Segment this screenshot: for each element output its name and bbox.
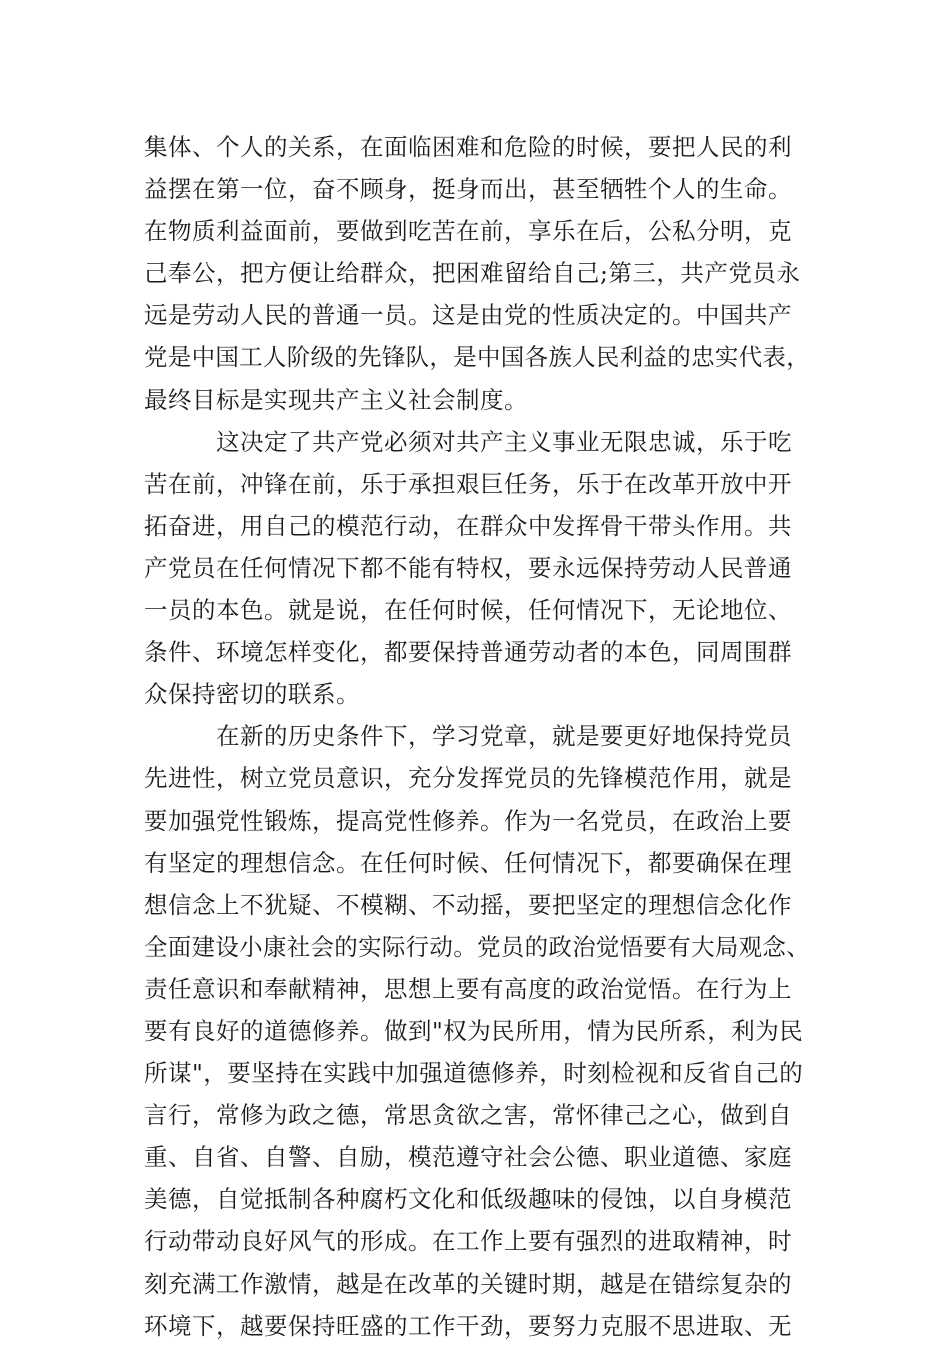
- text-line: 有坚定的理想信念。在任何时候、任何情况下，都要确保在理: [144, 848, 792, 877]
- paragraph-first-line: 这决定了共产党必须对共产主义事业无限忠诚，乐于吃: [216, 427, 792, 456]
- text-line: 众保持密切的联系。: [144, 680, 360, 709]
- text-line: 先进性，树立党员意识，充分发挥党员的先锋模范作用，就是: [144, 764, 792, 793]
- text-line: 拓奋进，用自己的模范行动，在群众中发挥骨干带头作用。共: [144, 511, 792, 540]
- paragraph-first-line: 在新的历史条件下，学习党章，就是要更好地保持党员: [216, 722, 792, 751]
- body-text: [144, 126, 810, 1347]
- text-line: 要加强党性锻炼，提高党性修养。作为一名党员，在政治上要: [144, 806, 792, 835]
- text-line: 刻充满工作激情，越是在改革的关键时期，越是在错综复杂的: [144, 1269, 792, 1298]
- text-line: 行动带动良好风气的形成。在工作上要有强烈的进取精神，时: [144, 1227, 792, 1256]
- text-line: 最终目标是实现共产主义社会制度。: [144, 385, 528, 414]
- text-line: 言行，常修为政之德，常思贪欲之害，常怀律己之心，做到自: [144, 1101, 792, 1130]
- text-line: 想信念上不犹疑、不模糊、不动摇，要把坚定的理想信念化作: [144, 890, 792, 919]
- text-line: 党是中国工人阶级的先锋队，是中国各族人民利益的忠实代表，: [144, 343, 810, 372]
- text-line: 产党员在任何情况下都不能有特权，要永远保持劳动人民普通: [144, 553, 792, 582]
- text-line: 环境下，越要保持旺盛的工作干劲，要努力克服不思进取、无: [144, 1311, 792, 1340]
- text-line: 重、自省、自警、自励，模范遵守社会公德、职业道德、家庭: [144, 1143, 792, 1172]
- text-line: 己奉公，把方便让给群众，把困难留给自己;第三，共产党员永: [144, 259, 801, 288]
- text-line: 全面建设小康社会的实际行动。党员的政治觉悟要有大局观念、: [144, 932, 810, 961]
- text-line: 远是劳动人民的普通一员。这是由党的性质决定的。中国共产: [144, 301, 792, 330]
- text-line: 美德，自觉抵制各种腐朽文化和低级趣味的侵蚀，以自身模范: [144, 1185, 792, 1214]
- text-line: 所谋"，要坚持在实践中加强道德修养，时刻检视和反省自己的: [144, 1059, 804, 1088]
- text-line: 益摆在第一位，奋不顾身，挺身而出，甚至牺牲个人的生命。: [144, 175, 792, 204]
- text-line: 在物质利益面前，要做到吃苦在前，享乐在后，公私分明，克: [144, 217, 792, 246]
- text-line: 一员的本色。就是说，在任何时候，任何情况下，无论地位、: [144, 596, 792, 625]
- text-line: 责任意识和奉献精神，思想上要有高度的政治觉悟。在行为上: [144, 974, 792, 1003]
- text-line: 要有良好的道德修养。做到"权为民所用，情为民所系，利为民: [144, 1016, 804, 1045]
- text-line: 苦在前，冲锋在前，乐于承担艰巨任务，乐于在改革开放中开: [144, 469, 792, 498]
- text-line: 集体、个人的关系，在面临困难和危险的时候，要把人民的利: [144, 133, 792, 161]
- text-line: 条件、环境怎样变化，都要保持普通劳动者的本色，同周围群: [144, 638, 792, 667]
